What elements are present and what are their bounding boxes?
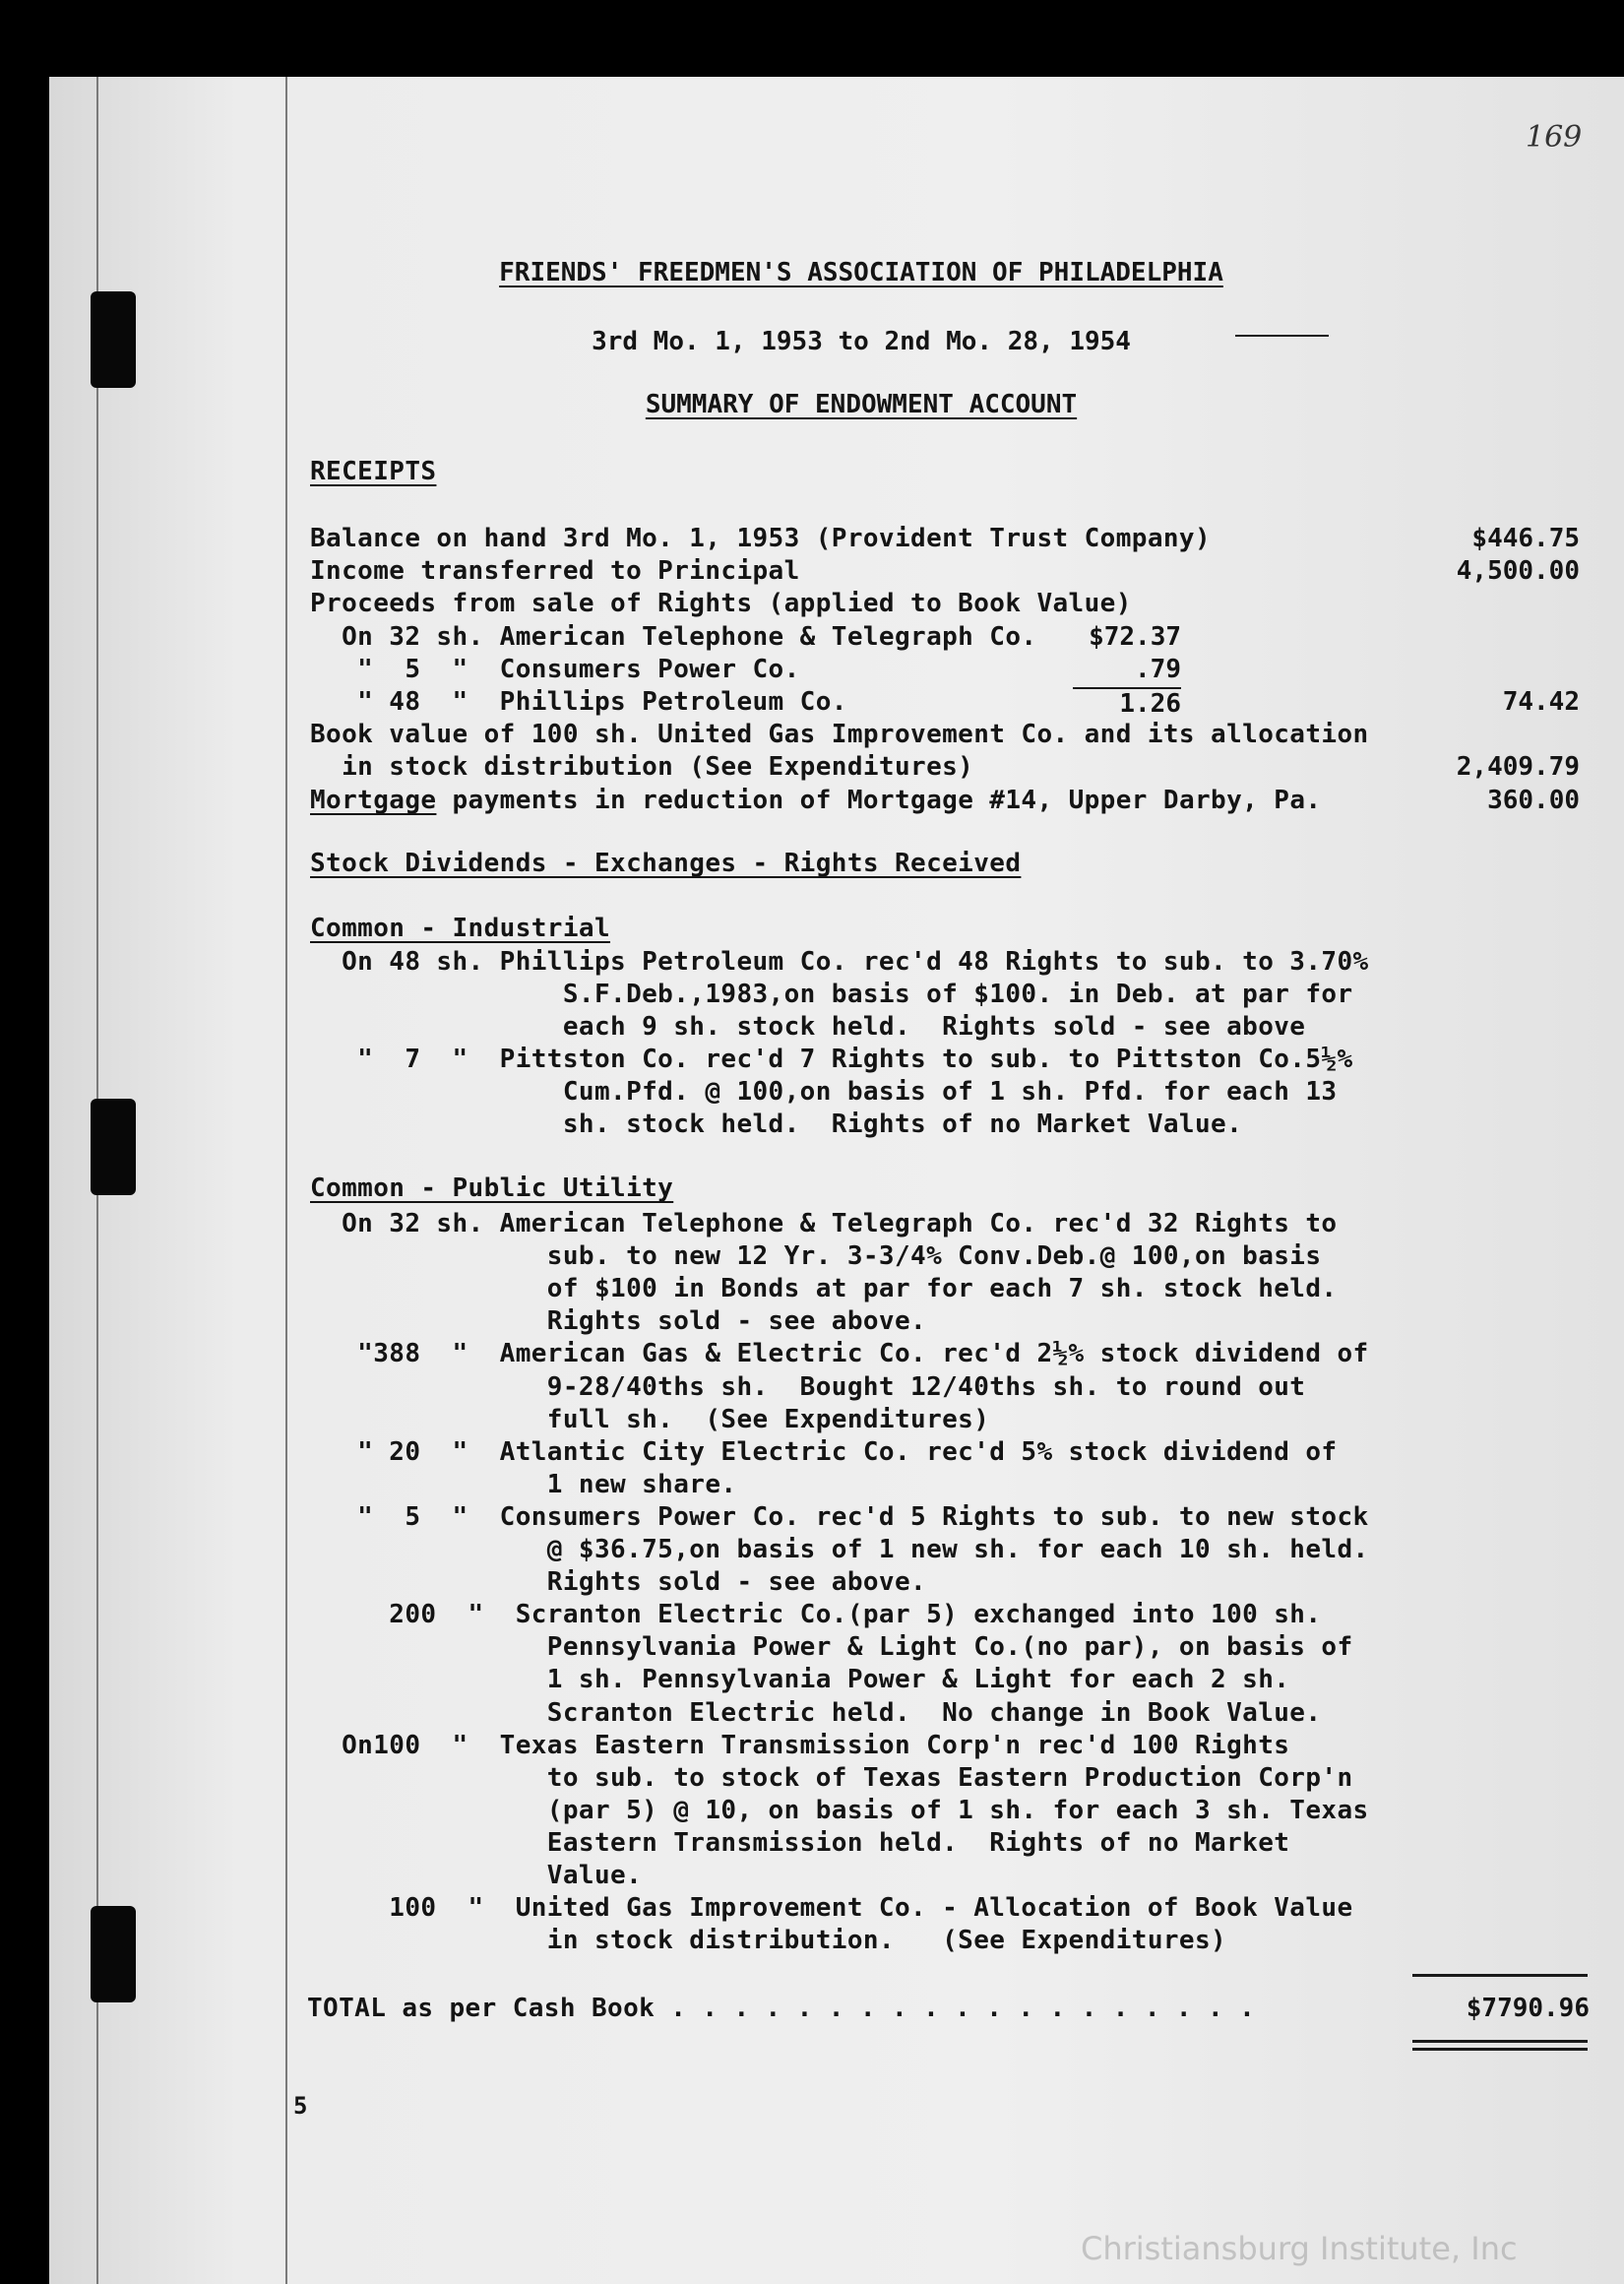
entry-line: " 5 " Consumers Power Co. rec'd 5 Rights to sub. to new stock (310, 1502, 1369, 1532)
entry-line: sh. stock held. Rights of no Market Value. (310, 1110, 1243, 1139)
summary-title: SUMMARY OF ENDOWMENT ACCOUNT (645, 390, 1078, 419)
entry-line: " 20 " Atlantic City Electric Co. rec'd 5% stock dividend of (310, 1437, 1338, 1467)
entry-line: of $100 in Bonds at par for each 7 sh. stock held. (310, 1274, 1338, 1303)
binder-hole-bottom (91, 1906, 136, 2002)
receipt-sub-amount: 1.26 (1073, 687, 1181, 719)
receipt-line-text: in stock distribution (See Expenditures) (310, 752, 974, 782)
entry-line: Value. (310, 1861, 643, 1890)
entry-line: On 32 sh. American Telephone & Telegraph Co. rec'd 32 Rights to (310, 1209, 1338, 1238)
receipt-amount: 2,409.79 (1456, 752, 1580, 782)
entry-line: Eastern Transmission held. Rights of no Market (310, 1828, 1290, 1858)
receipt-sub-amount: .79 (1135, 655, 1181, 684)
receipt-line-text: Mortgage payments in reduction of Mortgage #14, Upper Darby, Pa. (310, 786, 1322, 815)
entry-line: Rights sold - see above. (310, 1306, 927, 1336)
entry-line: Cum.Pfd. @ 100,on basis of 1 sh. Pfd. for each 13 (310, 1077, 1338, 1107)
entry-line: " 7 " Pittston Co. rec'd 7 Rights to sub. to Pittston Co.5½% (310, 1045, 1353, 1074)
receipt-line-text: " 48 " Phillips Petroleum Co. (310, 687, 847, 717)
entry-line: sub. to new 12 Yr. 3-3/4% Conv.Deb.@ 100,on basis (310, 1241, 1322, 1271)
entry-line: 100 " United Gas Improvement Co. - Allocation of Book Value (310, 1893, 1353, 1923)
receipt-line-text: Book value of 100 sh. United Gas Improvement Co. and its allocation (310, 720, 1369, 749)
receipt-amount: $446.75 (1471, 524, 1580, 553)
receipt-line-text: Proceeds from sale of Rights (applied to Book Value) (310, 589, 1132, 618)
receipt-line-text: On 32 sh. American Telephone & Telegraph Co. (310, 622, 1037, 652)
receipt-line-text: " 5 " Consumers Power Co. (310, 655, 800, 684)
entry-line: 200 " Scranton Electric Co.(par 5) exchanged into 100 sh. (310, 1600, 1322, 1629)
entry-line: @ $36.75,on basis of 1 new sh. for each 10 sh. held. (310, 1535, 1369, 1564)
binder-hole-middle (91, 1099, 136, 1195)
total-rule-top (1412, 1974, 1588, 1977)
entry-line: Pennsylvania Power & Light Co.(no par), on basis of (310, 1632, 1353, 1662)
receipt-amount: 4,500.00 (1456, 556, 1580, 586)
entry-line: 1 new share. (310, 1470, 737, 1499)
receipt-amount: 360.00 (1487, 786, 1580, 815)
receipt-line-text: Balance on hand 3rd Mo. 1, 1953 (Provident Trust Company) (310, 524, 1212, 553)
receipt-line-text: Income transferred to Principal (310, 556, 800, 586)
entry-line: On100 " Texas Eastern Transmission Corp'n rec'd 100 Rights (310, 1731, 1290, 1760)
total-label: TOTAL as per Cash Book . . . . . . . . . . . . . . . . . . . (307, 1994, 1256, 2023)
entry-line: each 9 sh. stock held. Rights sold - see above (310, 1012, 1306, 1042)
entry-line: 9-28/40ths sh. Bought 12/40ths sh. to round out (310, 1372, 1306, 1402)
total-amount: $7790.96 (1466, 1994, 1590, 2023)
total-rule-bottom-2 (1412, 2048, 1588, 2051)
stock-heading: Stock Dividends - Exchanges - Rights Received (310, 849, 1022, 878)
entry-line: (par 5) @ 10, on basis of 1 sh. for each 3 sh. Texas (310, 1796, 1369, 1825)
org-title: FRIENDS' FREEDMEN'S ASSOCIATION OF PHILADELPHIA (499, 258, 1223, 287)
entry-line: full sh. (See Expenditures) (310, 1405, 990, 1434)
period-line: 3rd Mo. 1, 1953 to 2nd Mo. 28, 1954 (592, 327, 1131, 356)
footer-mark: 5 (293, 2092, 308, 2120)
entry-line: Scranton Electric held. No change in Book Value. (310, 1698, 1322, 1728)
binder-hole-top (91, 291, 136, 388)
watermark: Christiansburg Institute, Inc (1081, 2230, 1518, 2267)
receipts-heading: RECEIPTS (310, 457, 437, 486)
entry-line: 1 sh. Pennsylvania Power & Light for each 2 sh. (310, 1665, 1290, 1694)
entry-line: On 48 sh. Phillips Petroleum Co. rec'd 48 Rights to sub. to 3.70% (310, 947, 1369, 977)
entry-line: S.F.Deb.,1983,on basis of $100. in Deb. at par for (310, 980, 1353, 1009)
total-rule-bottom-1 (1412, 2040, 1588, 2043)
receipt-sub-amount: $72.37 (1089, 622, 1181, 652)
industrial-heading: Common - Industrial (310, 914, 611, 943)
entry-line: Rights sold - see above. (310, 1567, 927, 1597)
entry-line: in stock distribution. (See Expenditures) (310, 1926, 1227, 1955)
margin-line-right (285, 77, 287, 2284)
receipt-amount: 74.42 (1502, 687, 1580, 717)
page-number: 169 (1526, 120, 1583, 155)
utility-heading: Common - Public Utility (310, 1174, 674, 1203)
entry-line: "388 " American Gas & Electric Co. rec'd 2½% stock dividend of (310, 1339, 1369, 1368)
entry-line: to sub. to stock of Texas Eastern Production Corp'n (310, 1763, 1353, 1793)
stray-rule (1235, 335, 1329, 337)
